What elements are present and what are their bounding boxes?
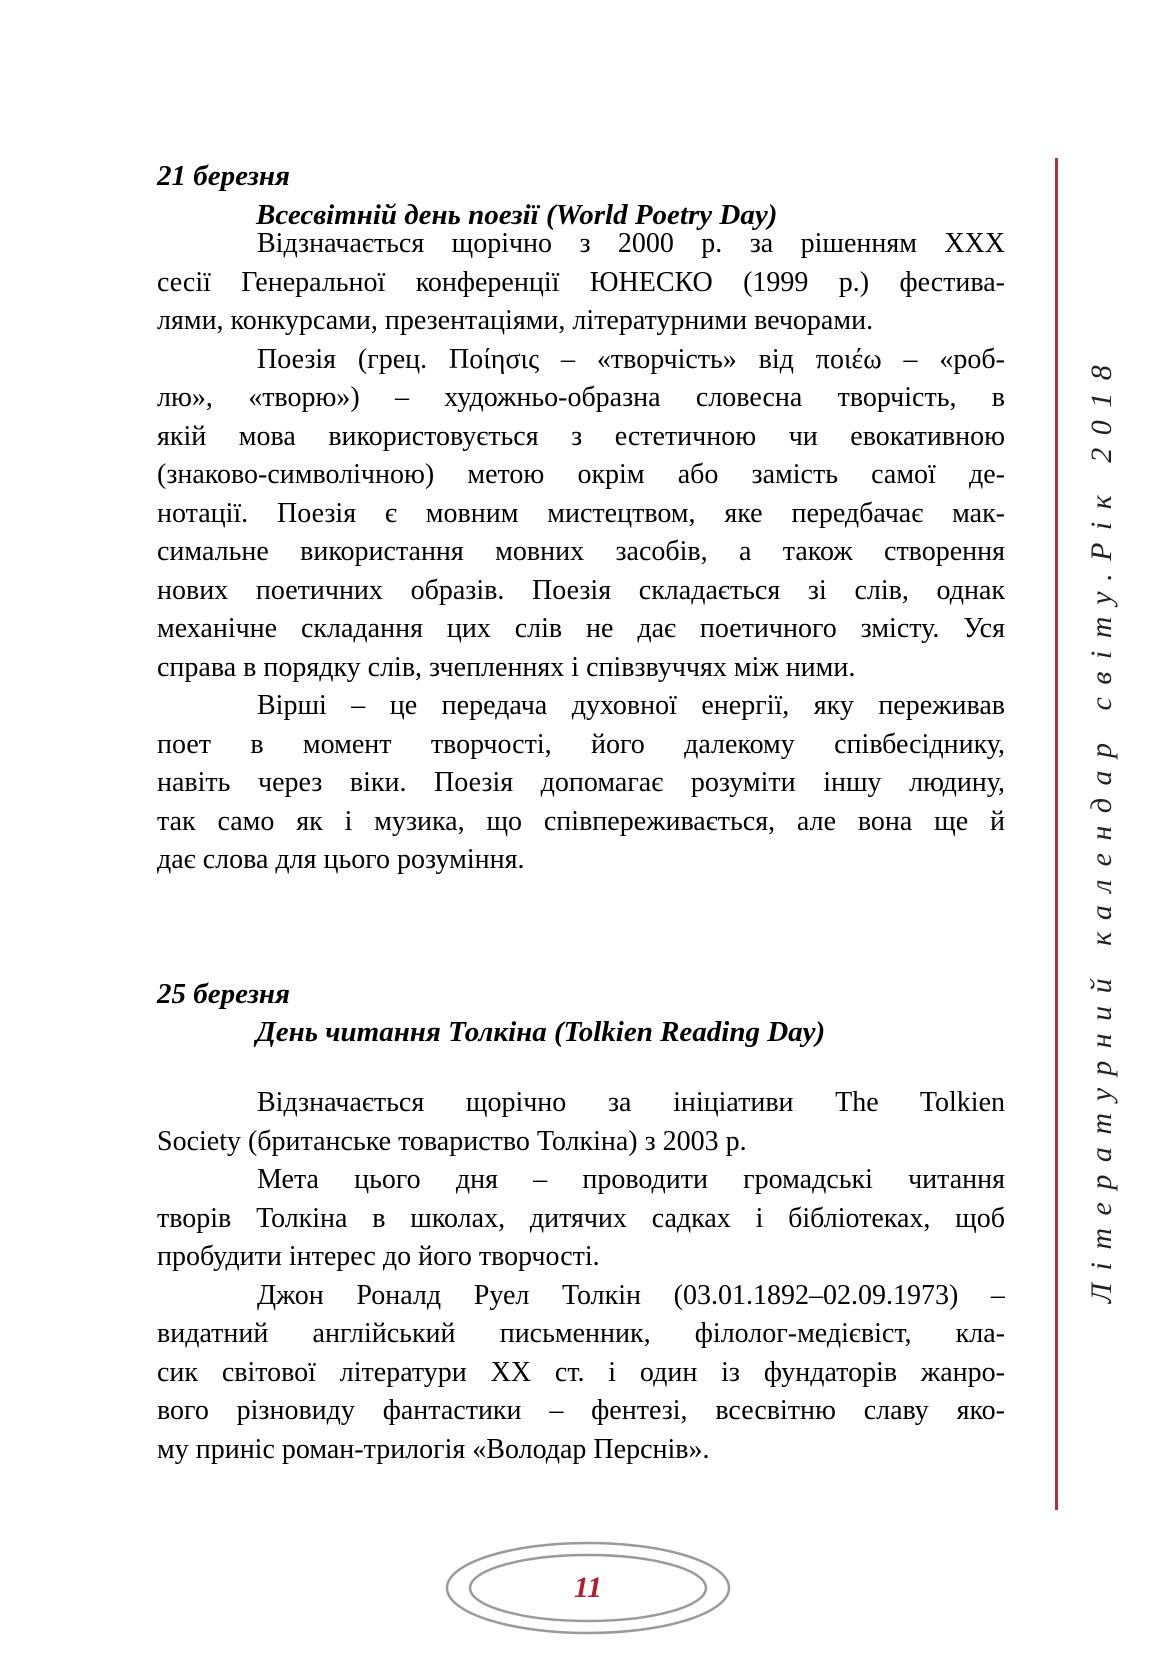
body-line: Поезія (грец. Ποίησις – «творчість» від ποιέω – «роб- bbox=[257, 343, 1005, 375]
body-line: Джон Роналд Руел Толкін (03.01.1892–02.09.1973) – bbox=[257, 1279, 1005, 1311]
entry-title: Всесвітній день поезії (World Poetry Day) bbox=[256, 199, 778, 231]
body-line: поет в момент творчості, його далекому співбесіднику, bbox=[157, 728, 1005, 760]
body-line: Society (британське товариство Толкіна) з 2003 р. bbox=[157, 1125, 747, 1157]
body-line: творів Толкіна в школах, дитячих садках і бібліотеках, щоб bbox=[157, 1202, 1005, 1234]
body-line: Вірші – це передача духовної енергії, яку переживав bbox=[257, 690, 1005, 721]
body-line: Відзначається щорічно з 2000 р. за рішенням XXX bbox=[257, 228, 1005, 259]
body-line: симальне використання мовних засобів, а також створення bbox=[157, 536, 1005, 567]
body-line: механічне складання цих слів не дає поетичного змісту. Уся bbox=[157, 613, 1005, 644]
body-line: дає слова для цього розуміння. bbox=[157, 844, 525, 875]
entry-body bbox=[157, 1084, 1005, 1469]
body-line: так само як і музика, що співпереживається, але вона ще й bbox=[157, 805, 1005, 837]
body-line: якій мова використовується з естетичною чи евокативною bbox=[157, 420, 1005, 452]
body-line: сик світової літератури XX ст. і один із фундаторів жанро- bbox=[157, 1356, 1005, 1388]
body-line: лю», «творю») – художньо-образна словесна творчість, в bbox=[157, 382, 1005, 413]
body-line: Відзначається щорічно за ініціативи The Tolkien bbox=[257, 1087, 1005, 1118]
entry-title: День читання Толкіна (Tolkien Reading Day) bbox=[256, 1016, 826, 1048]
entry-date: 21 березня bbox=[157, 160, 290, 192]
body-line: сесії Генеральної конференції ЮНЕСКО (1999 р.) фестива- bbox=[157, 266, 1005, 298]
body-line: навіть через віки. Поезія допомагає розуміти іншу людину, bbox=[157, 767, 1005, 798]
entry-date: 25 березня bbox=[157, 978, 290, 1010]
margin-rule bbox=[1055, 158, 1058, 1510]
page-number-frame bbox=[443, 1538, 733, 1638]
entry-body bbox=[157, 225, 1005, 880]
body-line: нових поетичних образів. Поезія складається зі слів, однак bbox=[157, 574, 1005, 606]
body-line: лями, конкурсами, презентаціями, літературними вечорами. bbox=[157, 305, 874, 336]
body-line: Мета цього дня – проводити громадські читання bbox=[257, 1164, 1005, 1195]
running-title-text: Літературний календар світу.Рік 2018 bbox=[1085, 352, 1118, 1304]
body-line: нотації. Поезія є мовним мистецтвом, яке передбачає мак- bbox=[157, 497, 1005, 529]
body-line: (знаково-символічною) метою окрім або замість самої де- bbox=[157, 459, 1005, 490]
body-line: му приніс роман-трилогія «Володар Перснів». bbox=[157, 1433, 710, 1465]
body-line: вого різновиду фантастики – фентезі, всесвітню славу яко- bbox=[157, 1395, 1005, 1426]
page-number: 11 bbox=[573, 1571, 603, 1604]
body-line: пробудити інтерес до його творчості. bbox=[157, 1241, 600, 1272]
body-line: видатний англійський письменник, філолог-медієвіст, кла- bbox=[157, 1318, 1005, 1349]
body-line: справа в порядку слів, зчепленнях і співзвуччях між ними. bbox=[157, 651, 856, 683]
